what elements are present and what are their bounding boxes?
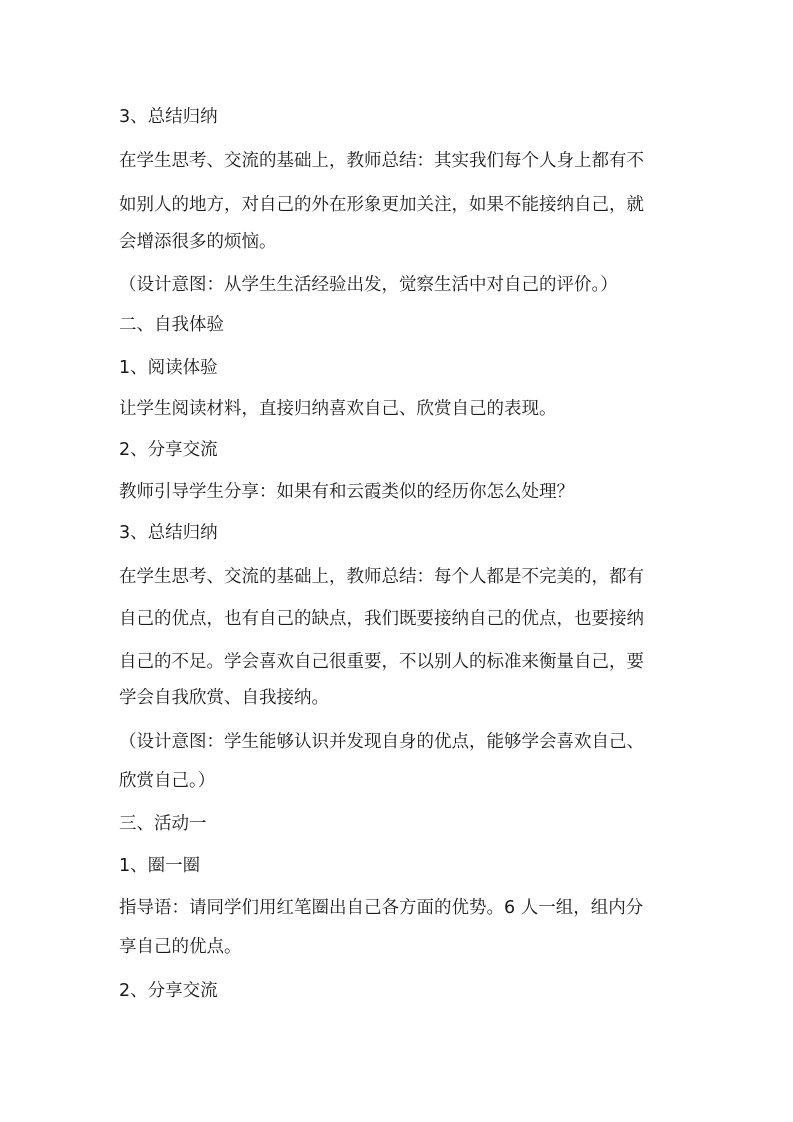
subheading-summary: 3、总结归纳 [119, 523, 218, 543]
paragraph-line: 在学生思考、交流的基础上，教师总结：其实我们每个人身上都有不 [119, 151, 644, 171]
paragraph-line: 指导语：请同学们用红笔圈出自己各方面的优势。6 人一组，组内分 [119, 898, 644, 918]
paragraph-line: 会增添很多的烦恼。 [119, 232, 277, 252]
paragraph-line: 自己的优点，也有自己的缺点，我们既要接纳自己的优点，也要接纳 [119, 609, 644, 629]
paragraph-line: 如别人的地方，对自己的外在形象更加关注，如果不能接纳自己，就 [119, 195, 644, 215]
paragraph-line: 教师引导学生分享：如果有和云霞类似的经历你怎么处理？ [119, 482, 574, 502]
paragraph-line: 享自己的优点。 [119, 937, 242, 957]
paragraph-line: 在学生思考、交流的基础上，教师总结：每个人都是不完美的，都有 [119, 567, 644, 587]
section-heading-summary: 3、总结归纳 [119, 107, 218, 127]
design-intent-note: （设计意图：从学生生活经验出发，觉察生活中对自己的评价。） [119, 275, 618, 295]
subheading-reading: 1、阅读体验 [119, 358, 218, 378]
paragraph-line: 让学生阅读材料，直接归纳喜欢自己、欣赏自己的表现。 [119, 399, 557, 419]
subheading-circle: 1、圈一圈 [119, 856, 201, 876]
section-heading-activity-one: 三、活动一 [119, 814, 207, 834]
design-intent-note: 欣赏自己。） [119, 771, 216, 791]
design-intent-note: （设计意图：学生能够认识并发现自身的优点，能够学会喜欢自己、 [119, 732, 644, 752]
paragraph-line: 学会自我欣赏、自我接纳。 [119, 688, 329, 708]
section-heading-self-experience: 二、自我体验 [119, 315, 224, 335]
subheading-sharing: 2、分享交流 [119, 440, 218, 460]
subheading-sharing: 2、分享交流 [119, 981, 218, 1001]
paragraph-line: 自己的不足。学会喜欢自己很重要，不以别人的标准来衡量自己，要 [119, 652, 644, 672]
